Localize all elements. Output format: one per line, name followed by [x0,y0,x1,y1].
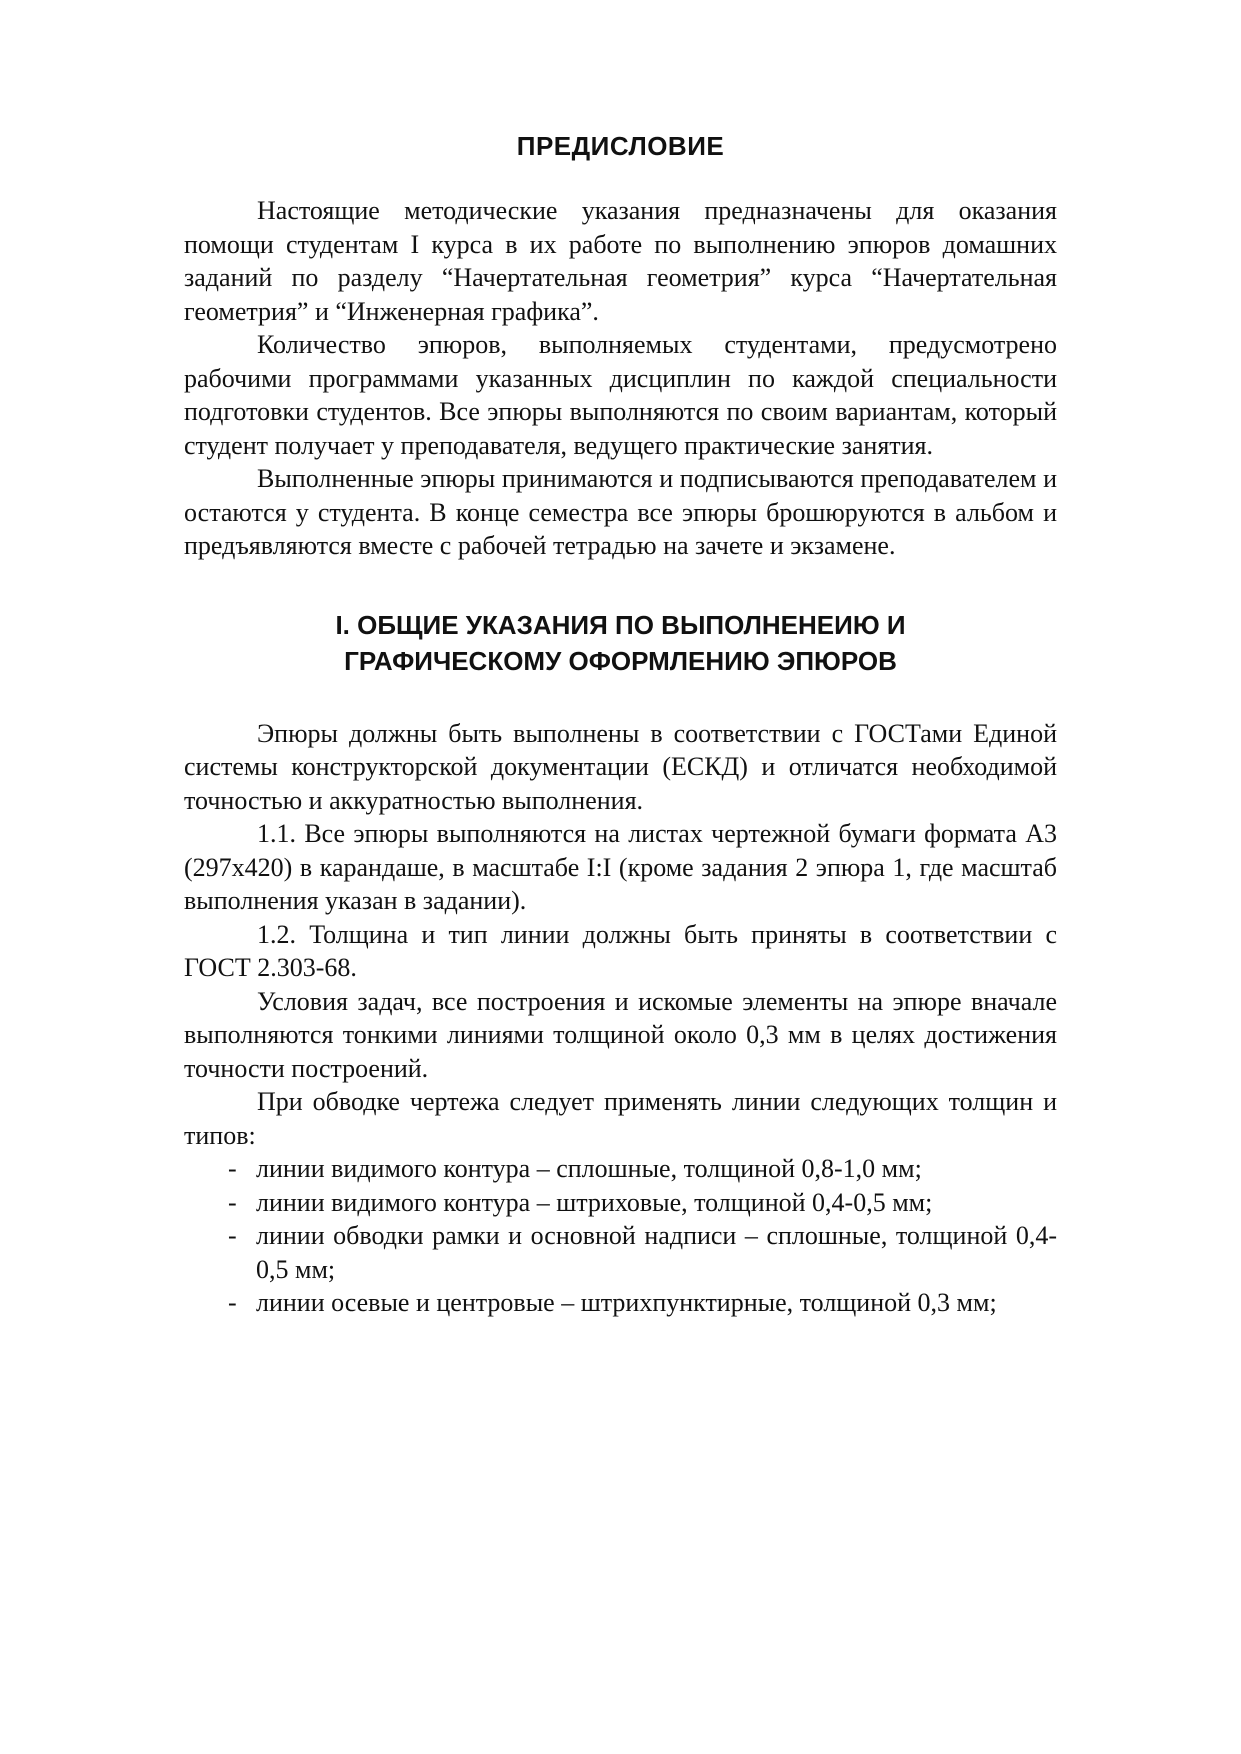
list-bullet: - [228,1221,237,1250]
list-item-text: линии обводки рамки и основной надписи – сплошные, толщиной 0,4-0,5 мм; [256,1221,1057,1284]
list-item-text: линии видимого контура – сплошные, толщиной 0,8-1,0 мм; [256,1154,922,1183]
list-item [228,1152,1057,1186]
list-item [228,1219,1057,1286]
section-title-line-2: ГРАФИЧЕСКОМУ ОФОРМЛЕНИЮ ЭПЮРОВ [344,645,897,676]
list-bullet: - [228,1154,237,1183]
section-paragraph-5: При обводке чертежа следует применять линии следующих толщин и типов: [184,1087,1057,1150]
preface-paragraph-3: Выполненные эпюры принимаются и подписываются преподавателем и остаются у студента. В конце семестра все эпюры брошюруются в альбом и предъявляются вместе с рабочей тетрадью на зачете и экзамене. [184,464,1057,560]
section-paragraph-4: Условия задач, все построения и искомые элементы на эпюре вначале выполняются тонкими линиями толщиной около 0,3 мм в целях достижения точности построений. [184,986,1057,1083]
document-page [184,128,1057,1320]
list-item [228,1186,1057,1220]
list-bullet: - [228,1288,237,1317]
section-heading [184,607,1057,679]
list-item-text: линии осевые и центровые – штрихпунктирные, толщиной 0,3 мм; [256,1288,997,1317]
list-item [228,1286,1057,1320]
line-types-list [184,1152,1057,1320]
preface-paragraph-1: Настоящие методические указания предназначены для оказания помощи студентам I курса в их работе по выполнению эпюров домашних заданий по разделу “Начертательная геометрия” курса “Начертательная геометрия” и “Инженерная графика”. [184,196,1057,326]
preface-title: ПРЕДИСЛОВИЕ [516,131,725,161]
section-paragraph-3: 1.2. Толщина и тип линии должны быть приняты в соответствии с ГОСТ 2.303-68. [184,919,1057,982]
section-paragraph-1: Эпюры должны быть выполнены в соответствии с ГОСТами Единой системы конструкторской документации (ЕСКД) и отличатся необходимой точностью и аккуратностью выполнения. [184,718,1057,815]
list-item-text: линии видимого контура – штриховые, толщиной 0,4-0,5 мм; [256,1187,933,1217]
section-paragraph-2: 1.1. Все эпюры выполняются на листах чертежной бумаги формата А3 (297х420) в карандаше, в масштабе I:I (кроме задания 2 эпюра 1, где масштаб выполнения указан в задании). [184,819,1057,915]
preface-paragraph-2: Количество эпюров, выполняемых студентами, предусмотрено рабочими программами указанных дисциплин по каждой специальности подготовки студентов. Все эпюры выполняются по своим вариантам, который студент получает у преподавателя, ведущего практические занятия. [184,330,1057,460]
section-title-line-1: I. ОБЩИЕ УКАЗАНИЯ ПО ВЫПОЛНЕНЕИЮ И [335,609,906,640]
list-bullet: - [228,1187,237,1217]
